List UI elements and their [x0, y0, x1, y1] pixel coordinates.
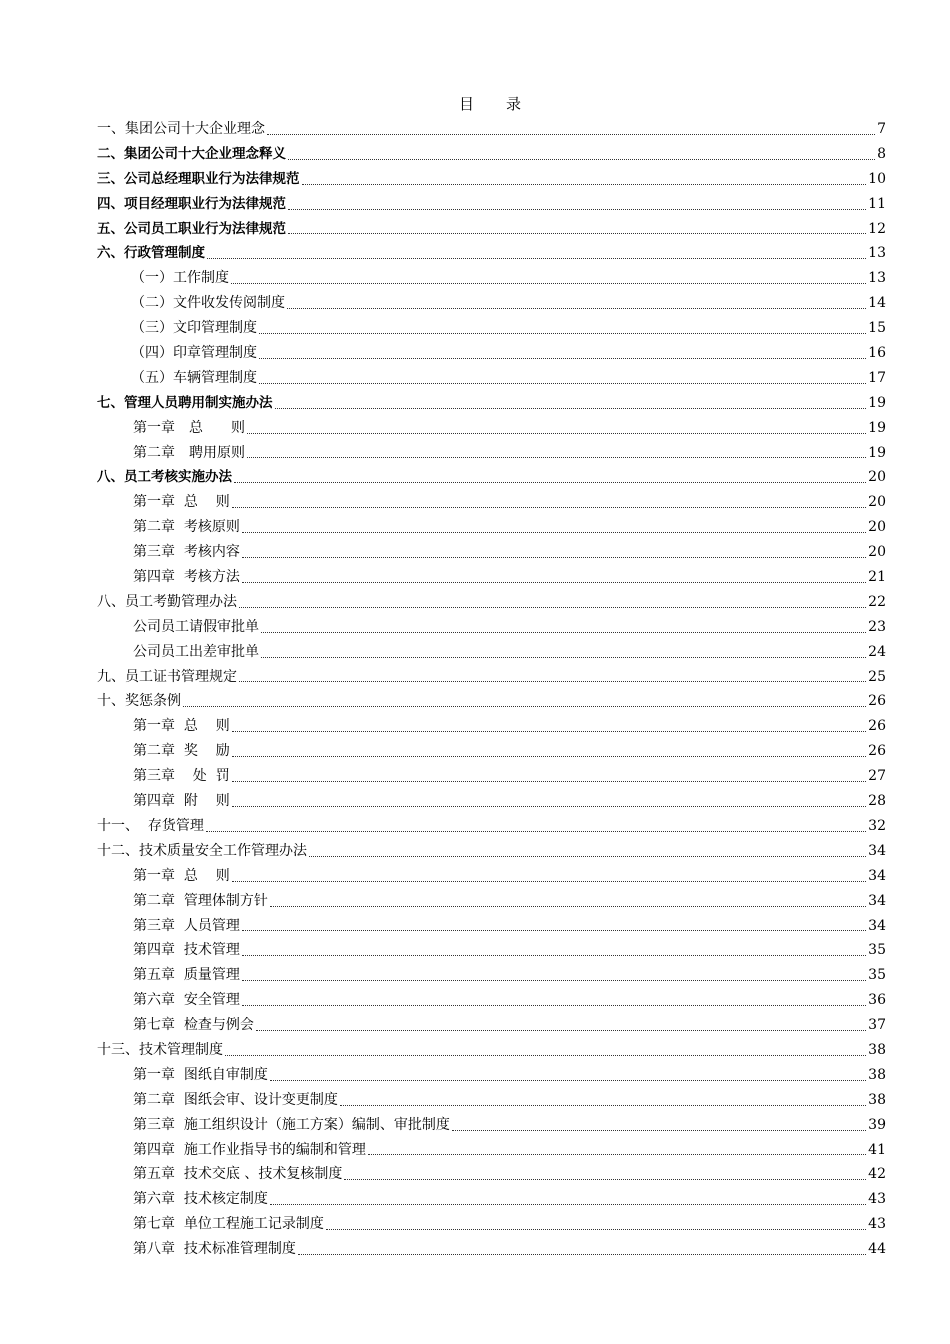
table-of-contents [97, 117, 886, 1262]
dot-leader [288, 159, 875, 160]
toc-entry-label: 公司员工出差审批单 [133, 643, 259, 660]
toc-entry-label: 第二章 奖 励 [133, 743, 230, 760]
dot-leader [242, 582, 866, 583]
dot-leader [242, 980, 866, 981]
toc-entry[interactable] [97, 615, 886, 640]
toc-entry-label: （三）文印管理制度 [131, 320, 257, 337]
toc-entry-page-number: 26 [868, 743, 886, 760]
toc-entry-page-number: 39 [868, 1116, 886, 1133]
toc-entry-label: 二、集团公司十大企业理念释义 [97, 145, 286, 162]
toc-entry-label: 六、行政管理制度 [97, 245, 205, 262]
toc-entry-page-number: 36 [868, 992, 886, 1009]
toc-entry[interactable] [97, 1237, 886, 1262]
toc-entry-page-number: 27 [868, 768, 886, 785]
toc-entry-page-number: 21 [868, 569, 886, 586]
toc-entry[interactable] [97, 515, 886, 540]
dot-leader [259, 333, 866, 334]
toc-entry-label: 第六章 安全管理 [133, 992, 240, 1009]
toc-entry-page-number: 34 [868, 867, 886, 884]
dot-leader [234, 482, 866, 483]
toc-entry-page-number: 7 [877, 121, 886, 137]
toc-entry-label: 第三章 施工组织设计（施工方案）编制、审批制度 [133, 1116, 450, 1133]
dot-leader [232, 756, 866, 757]
toc-entry[interactable] [97, 590, 886, 615]
toc-entry-page-number: 44 [868, 1241, 886, 1258]
toc-entry[interactable] [97, 1088, 886, 1113]
toc-entry-label: （四）印章管理制度 [131, 345, 257, 362]
toc-entry-page-number: 15 [868, 320, 886, 337]
toc-entry-label: 第五章 技术交底 、技术复核制度 [133, 1166, 343, 1183]
toc-entry[interactable] [97, 167, 886, 192]
dot-leader [452, 1130, 866, 1131]
toc-entry-page-number: 14 [868, 295, 886, 312]
toc-entry-label: 第三章 考核内容 [133, 544, 240, 561]
toc-entry-label: 第二章 管理体制方针 [133, 892, 268, 909]
toc-entry-label: 第一章 总 则 [133, 867, 230, 884]
toc-entry[interactable] [97, 1113, 886, 1138]
toc-entry-label: 第一章 图纸自审制度 [133, 1066, 268, 1083]
toc-entry-page-number: 20 [868, 519, 886, 536]
toc-entry[interactable] [97, 914, 886, 939]
dot-leader [242, 1005, 866, 1006]
dot-leader [309, 856, 866, 857]
toc-entry-page-number: 37 [868, 1017, 886, 1034]
dot-leader [275, 408, 867, 409]
dot-leader [270, 1204, 866, 1205]
toc-entry-label: 第八章 技术标准管理制度 [133, 1241, 296, 1258]
dot-leader [242, 930, 866, 931]
toc-entry[interactable] [97, 441, 886, 466]
toc-entry-label: 第四章 考核方法 [133, 569, 240, 586]
dot-leader [247, 433, 866, 434]
dot-leader [242, 955, 866, 956]
toc-entry[interactable] [97, 565, 886, 590]
toc-entry-label: （一）工作制度 [131, 270, 229, 287]
toc-entry-label: 第七章 单位工程施工记录制度 [133, 1216, 324, 1233]
toc-entry[interactable] [97, 739, 886, 764]
dot-leader [207, 258, 866, 259]
dot-leader [287, 308, 866, 309]
toc-entry-label: 第四章 施工作业指导书的编制和管理 [133, 1141, 366, 1158]
toc-entry-page-number: 13 [868, 270, 886, 287]
toc-entry-page-number: 32 [868, 817, 886, 834]
dot-leader [288, 233, 866, 234]
toc-entry-page-number: 22 [868, 593, 886, 610]
toc-entry-label: 十一、 存货管理 [97, 817, 204, 834]
toc-entry-page-number: 38 [868, 1066, 886, 1083]
toc-entry-page-number: 38 [868, 1041, 886, 1058]
toc-entry[interactable] [97, 490, 886, 515]
toc-entry-page-number: 41 [868, 1141, 886, 1158]
toc-entry-label: （二）文件收发传阅制度 [131, 295, 285, 312]
toc-entry[interactable] [97, 391, 886, 416]
dot-leader [242, 532, 866, 533]
dot-leader [270, 1080, 866, 1081]
toc-entry-label: 第四章 技术管理 [133, 942, 240, 959]
toc-entry-label: 十、奖惩条例 [97, 693, 181, 710]
toc-entry-label: 第一章 总 则 [133, 718, 230, 735]
toc-entry-page-number: 8 [877, 145, 886, 162]
toc-entry-label: 八、员工考勤管理办法 [97, 593, 237, 610]
toc-entry-label: 第六章 技术核定制度 [133, 1191, 268, 1208]
dot-leader [267, 134, 875, 135]
dot-leader [206, 831, 866, 832]
toc-entry-page-number: 19 [868, 419, 886, 436]
toc-entry-page-number: 20 [868, 544, 886, 561]
toc-entry-label: 九、员工证书管理规定 [97, 668, 237, 685]
toc-entry-label: 公司员工请假审批单 [133, 618, 259, 635]
toc-entry[interactable] [97, 839, 886, 864]
toc-entry-page-number: 20 [868, 494, 886, 511]
toc-entry-page-number: 38 [868, 1091, 886, 1108]
toc-entry-label: 第七章 检查与例会 [133, 1017, 254, 1034]
toc-entry-page-number: 43 [868, 1216, 886, 1233]
toc-entry-page-number: 35 [868, 967, 886, 984]
dot-leader [302, 184, 867, 185]
dot-leader [259, 383, 866, 384]
toc-entry[interactable] [97, 142, 886, 167]
dot-leader [239, 607, 866, 608]
toc-entry-page-number: 26 [868, 693, 886, 710]
toc-entry-page-number: 17 [868, 369, 886, 386]
dot-leader [298, 1254, 866, 1255]
toc-entry[interactable] [97, 938, 886, 963]
toc-entry[interactable] [97, 316, 886, 341]
toc-entry[interactable] [97, 889, 886, 914]
dot-leader [239, 681, 866, 682]
toc-entry-page-number: 10 [868, 170, 886, 187]
toc-entry[interactable] [97, 1063, 886, 1088]
toc-entry-label: 五、公司员工职业行为法律规范 [97, 220, 286, 237]
toc-entry-page-number: 13 [868, 245, 886, 262]
toc-entry-label: 七、管理人员聘用制实施办法 [97, 394, 273, 411]
dot-leader [256, 1030, 866, 1031]
toc-entry-page-number: 24 [868, 643, 886, 660]
toc-entry-page-number: 12 [868, 220, 886, 237]
toc-entry-label: 第二章 图纸会审、设计变更制度 [133, 1091, 338, 1108]
toc-entry-label: 第三章 处 罚 [133, 768, 230, 785]
toc-entry-label: 第四章 附 则 [133, 793, 230, 810]
toc-entry-label: 三、公司总经理职业行为法律规范 [97, 170, 300, 187]
toc-entry-label: 四、项目经理职业行为法律规范 [97, 195, 286, 212]
toc-entry[interactable] [97, 366, 886, 391]
dot-leader [232, 507, 866, 508]
dot-leader [232, 781, 866, 782]
toc-entry[interactable] [97, 689, 886, 714]
toc-entry[interactable] [97, 465, 886, 490]
toc-entry[interactable] [97, 814, 886, 839]
toc-entry[interactable] [97, 540, 886, 565]
dot-leader [225, 1055, 866, 1056]
toc-entry-page-number: 28 [868, 793, 886, 810]
toc-entry-label: 十二、技术质量安全工作管理办法 [97, 842, 307, 859]
toc-entry-label: （五）车辆管理制度 [131, 369, 257, 386]
toc-entry-label: 第二章 聘用原则 [133, 444, 245, 461]
toc-entry-page-number: 23 [868, 618, 886, 635]
dot-leader [340, 1105, 866, 1106]
dot-leader [344, 1179, 866, 1180]
toc-entry[interactable] [97, 764, 886, 789]
dot-leader [242, 557, 866, 558]
toc-entry[interactable] [97, 640, 886, 665]
dot-leader [259, 358, 866, 359]
toc-entry[interactable] [97, 1013, 886, 1038]
toc-entry[interactable] [97, 192, 886, 217]
toc-entry-label: 十三、技术管理制度 [97, 1041, 223, 1058]
dot-leader [231, 283, 866, 284]
toc-entry-page-number: 16 [868, 345, 886, 362]
toc-title [0, 93, 950, 114]
toc-entry[interactable] [97, 1212, 886, 1237]
toc-entry-page-number: 25 [868, 668, 886, 685]
toc-title-char-2: 录 [506, 95, 522, 113]
toc-entry-page-number: 34 [868, 842, 886, 859]
toc-entry[interactable] [97, 1138, 886, 1163]
dot-leader [326, 1229, 866, 1230]
toc-entry[interactable] [97, 1038, 886, 1063]
toc-entry-page-number: 34 [868, 917, 886, 934]
toc-entry-page-number: 19 [868, 444, 886, 461]
toc-entry[interactable] [97, 1187, 886, 1212]
toc-entry[interactable] [97, 1162, 886, 1187]
dot-leader [183, 706, 866, 707]
toc-entry[interactable] [97, 665, 886, 690]
dot-leader [232, 731, 866, 732]
toc-entry-label: 第三章 人员管理 [133, 917, 240, 934]
toc-entry-page-number: 42 [868, 1166, 886, 1183]
dot-leader [232, 806, 866, 807]
dot-leader [288, 209, 866, 210]
toc-entry[interactable] [97, 217, 886, 242]
toc-entry-page-number: 20 [868, 469, 886, 486]
toc-entry-label: 第一章 总 则 [133, 494, 230, 511]
toc-entry[interactable] [97, 416, 886, 441]
toc-entry-label: 八、员工考核实施办法 [97, 469, 232, 486]
toc-entry-page-number: 35 [868, 942, 886, 959]
toc-entry-label: 一、集团公司十大企业理念 [97, 121, 265, 137]
toc-entry[interactable] [97, 117, 886, 142]
toc-entry-page-number: 43 [868, 1191, 886, 1208]
toc-entry-label: 第五章 质量管理 [133, 967, 240, 984]
dot-leader [232, 881, 866, 882]
toc-entry[interactable] [97, 988, 886, 1013]
toc-entry[interactable] [97, 241, 886, 266]
toc-entry[interactable] [97, 341, 886, 366]
toc-entry[interactable] [97, 789, 886, 814]
dot-leader [270, 906, 866, 907]
toc-entry-page-number: 26 [868, 718, 886, 735]
toc-entry[interactable] [97, 291, 886, 316]
toc-entry-page-number: 19 [868, 394, 886, 411]
dot-leader [368, 1154, 866, 1155]
toc-entry[interactable] [97, 864, 886, 889]
toc-entry[interactable] [97, 266, 886, 291]
dot-leader [261, 657, 866, 658]
toc-entry-label: 第一章 总 则 [133, 419, 245, 436]
toc-title-char-1: 目 [458, 95, 474, 113]
toc-entry[interactable] [97, 963, 886, 988]
toc-entry-page-number: 11 [868, 195, 886, 212]
toc-entry-page-number: 34 [868, 892, 886, 909]
dot-leader [247, 457, 866, 458]
toc-entry[interactable] [97, 714, 886, 739]
dot-leader [261, 632, 866, 633]
toc-entry-label: 第二章 考核原则 [133, 519, 240, 536]
